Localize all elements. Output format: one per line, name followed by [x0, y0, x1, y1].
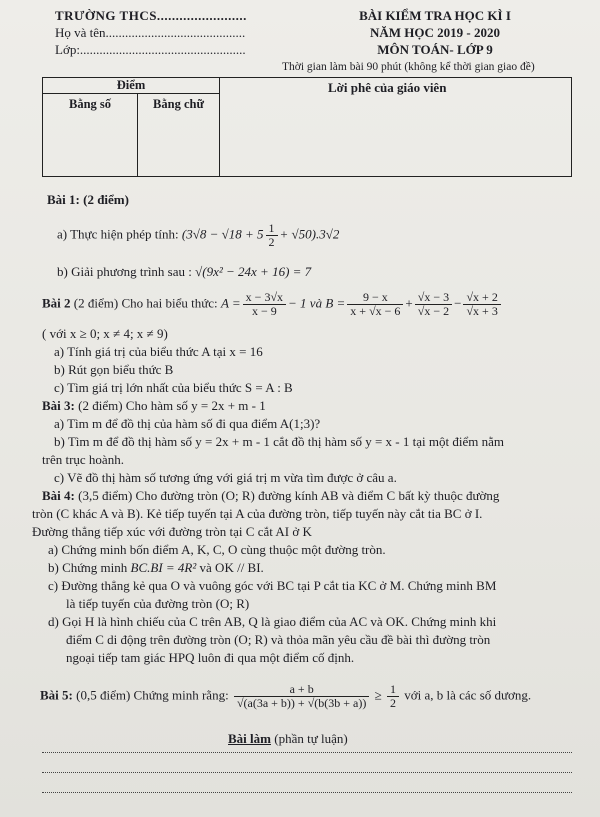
header-right: [310, 8, 560, 59]
problem-4d-line-2: điểm C di động trên đường tròn (O; R) và thỏa mãn yêu cầu đề bài thì đường tròn: [66, 632, 491, 647]
score-by-word: [138, 94, 219, 176]
problem-3b-cont: trên trục hoành.: [42, 452, 124, 467]
grade-box: [42, 77, 572, 177]
problem-4: [42, 488, 499, 504]
problem-5-tail: với a, b là các số dương.: [404, 687, 532, 703]
answer-title: Bài làm: [228, 731, 271, 746]
problem-2-condition: ( với x ≥ 0; x ≠ 4; x ≠ 9): [42, 326, 168, 341]
expr-A-num: x − 3√x: [243, 291, 286, 305]
problem-1a-label: a) Thực hiện phép tính:: [57, 226, 179, 242]
problem-1a-frac-den: 2: [268, 235, 275, 249]
problem-2c: c) Tìm giá trị lớn nhất của biểu thức S = A : B: [54, 380, 293, 395]
problem-1a-expr-left: (3√8 − √18 + 5: [181, 226, 264, 242]
problem-3c: c) Vẽ đồ thị hàm số tương ứng với giá trị m vừa tìm được ở câu a.: [54, 470, 397, 485]
problem-5-half: [387, 683, 399, 710]
header-left: [55, 8, 285, 59]
problem-1a-frac-num: 1: [266, 222, 278, 236]
problem-1b-expr: √(9x² − 24x + 16) = 7: [195, 264, 312, 279]
problem-5-den: √(a(3a + b)) + √(b(3b + a)): [236, 696, 367, 710]
expr-B-frac-3-den: √x + 3: [466, 304, 498, 318]
answer-subtitle: (phần tự luận): [274, 731, 348, 746]
problem-3a: a) Tìm m để đồ thị của hàm số đi qua điểm A(1;3)?: [54, 416, 321, 431]
problem-4b-tail: và OK // BI.: [199, 560, 264, 575]
expr-B-frac-3: [463, 291, 500, 318]
class-line: Lớp:...................................................: [55, 42, 246, 57]
problem-3-title: Bài 3:: [42, 398, 75, 413]
expr-B-frac-1-num: 9 − x: [347, 291, 403, 305]
expr-A-label: A =: [220, 295, 241, 311]
expr-B-frac-1-den: x + √x − 6: [350, 304, 401, 318]
student-name-line: Họ và tên...........................................: [55, 25, 246, 40]
problem-1a: [57, 222, 339, 249]
problem-4-line-3: Đường thẳng tiếp xúc với đường tròn tại C cắt AI ở K: [32, 524, 312, 539]
expr-B-frac-3-num: √x + 2: [463, 291, 500, 305]
problem-4d-line-1: d) Gọi H là hình chiếu của C trên AB, Q là giao điểm của AC và OK. Chứng minh khi: [48, 614, 497, 629]
problem-4c-line-1: c) Đường thẳng kẻ qua O và vuông góc với BC tại P cắt tia KC ở M. Chứng minh BM: [48, 578, 497, 593]
problem-1-title: Bài 1: (2 điểm): [47, 192, 129, 207]
problem-2-title: Bài 2: [42, 295, 71, 311]
time-note: Thời gian làm bài 90 phút (không kể thời gian giao đề): [282, 61, 535, 73]
problem-3: [42, 398, 266, 414]
expr-A-tail: − 1 và B =: [288, 295, 346, 311]
problem-4-line-1: (3,5 điểm) Cho đường tròn (O; R) đường kính AB và điểm C bất kỳ thuộc đường: [78, 488, 500, 503]
problem-4b-expr: BC.BI = 4R²: [130, 560, 197, 575]
teacher-remark-label: Lời phê của giáo viên: [328, 80, 447, 95]
subject: MÔN TOÁN- LỚP 9: [377, 42, 493, 57]
problem-1a-fraction: [266, 222, 278, 249]
problem-4-title: Bài 4:: [42, 488, 75, 503]
expr-B-frac-2-num: √x − 3: [415, 291, 452, 305]
problem-2: [42, 291, 503, 318]
expr-B-frac-1: [347, 291, 403, 318]
problem-4c-line-2: là tiếp tuyến của đường tròn (O; R): [66, 596, 250, 611]
problem-4d-line-3: ngoại tiếp tam giác HPQ luôn đi qua một điểm cố định.: [66, 650, 355, 665]
problem-4b-label: b) Chứng minh: [48, 560, 128, 575]
problem-5-half-den: 2: [390, 696, 396, 710]
problem-4b: [48, 560, 264, 576]
exam-title: BÀI KIỂM TRA HỌC KÌ I: [359, 8, 511, 23]
problem-3-intro: (2 điểm) Cho hàm số y = 2x + m - 1: [78, 398, 266, 413]
expr-A-den: x − 9: [251, 304, 277, 318]
problem-3b: b) Tìm m để đồ thị hàm số y = 2x + m - 1 cắt đồ thị hàm số y = x - 1 tại một điểm nằm: [54, 434, 504, 449]
problem-5-fraction: [234, 683, 369, 710]
expr-A-fraction: [243, 291, 286, 318]
score-by-number-label: Bằng số: [68, 97, 112, 111]
school-year: NĂM HỌC 2019 - 2020: [370, 25, 500, 40]
problem-5-geq: ≥: [374, 687, 382, 703]
problem-1b: [57, 264, 311, 280]
expr-B-frac-2: [415, 291, 452, 318]
problem-5: [40, 683, 531, 710]
problem-4a: a) Chứng minh bốn điểm A, K, C, O cùng thuộc một đường tròn.: [48, 542, 386, 557]
problem-2-intro: (2 điểm) Cho hai biểu thức:: [73, 295, 218, 311]
problem-5-intro: (0,5 điểm) Chứng minh rằng:: [76, 687, 229, 703]
answer-line-1[interactable]: [42, 752, 572, 753]
score-column: [43, 78, 220, 176]
expr-B-frac-2-den: √x − 2: [417, 304, 450, 318]
problem-1b-label: b) Giải phương trình sau :: [57, 264, 192, 279]
problem-2a: a) Tính giá trị của biểu thức A tại x = 16: [54, 344, 263, 359]
expr-B-minus: −: [454, 295, 462, 311]
expr-B-plus: +: [405, 295, 413, 311]
problem-1a-expr-right: + √50).3√2: [279, 226, 340, 242]
answer-line-3[interactable]: [42, 792, 572, 793]
score-by-number: [43, 94, 138, 176]
answer-line-2[interactable]: [42, 772, 572, 773]
score-by-word-label: Bằng chữ: [153, 97, 204, 111]
problem-2b: b) Rút gọn biểu thức B: [54, 362, 174, 377]
school-name: TRƯỜNG THCS........................: [55, 8, 247, 23]
problem-5-title: Bài 5:: [40, 687, 73, 703]
problem-5-num: a + b: [234, 683, 369, 697]
score-title: Điểm: [43, 78, 219, 94]
problem-5-half-num: 1: [387, 683, 399, 697]
problem-4-line-2: tròn (C khác A và B). Kẻ tiếp tuyến tại A của đường tròn, tiếp tuyến này cắt tia BC ở I.: [32, 506, 483, 521]
answer-heading: [228, 731, 348, 747]
